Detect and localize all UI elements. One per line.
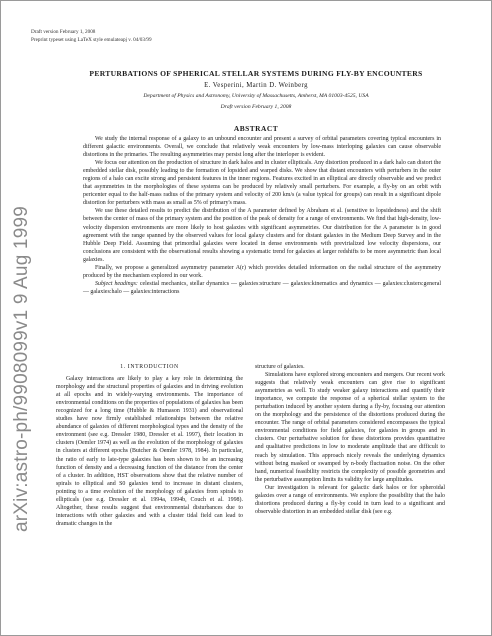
body-paragraph: Our investigation is relevant for galactic dark halos or for spheroidal galaxies over a range of environments. We explore the possibility that the halo distortions produced during a fly-by could in turn lead to a significant and observable distortion in an embedded stellar disk (see e.g. xyxy=(255,484,445,515)
abstract-paragraph: We focus our attention on the production of structure in dark halos and in cluster ellipticals. Any distortion produced in a dark halo can distort the embedded stellar disk, possibly leading to the formation of lopsided and warped disks. We show that distant encounters with perturbers in the outer regions of a halo can excite strong and persistent features in the inner regions. Features excited in an elliptical are directly observable and we predict that asymmetries in the morphologies of these systems can be produced by relatively small perturbers. For example, a fly-by on an orbit with pericenter equal to the half-mass radius of the primary system and velocity of 200 km/s (a value typical for groups) can result in a significant dipole distortion for perturbers with mass as small as 5% of primary's mass. xyxy=(83,160,441,207)
arxiv-identifier: arXiv:astro-ph/9908099v1 9 Aug 1999 xyxy=(11,205,32,532)
right-column xyxy=(255,363,445,516)
draft-version-line: Draft version February 1, 2008 xyxy=(31,29,96,35)
paper-title: PERTURBATIONS OF SPHERICAL STELLAR SYSTEMS DURING FLY-BY ENCOUNTERS xyxy=(89,69,423,78)
preprint-line: Preprint typeset using LaTeX style emulateapj v. 04/03/99 xyxy=(31,37,152,43)
subject-headings-label: Subject headings: xyxy=(95,280,138,287)
draft-version: Draft version February 1, 2008 xyxy=(220,104,292,110)
body-paragraph: structure of galaxies. xyxy=(255,364,305,370)
subject-headings-text: celestial mechanics, stellar dynamics — galaxies:structure — galaxies:kinematics and dynamics — galaxies:clusters:general — galaxies:halo — galaxies:interactions xyxy=(83,280,441,295)
abstract-heading: ABSTRACT xyxy=(233,124,279,133)
left-column xyxy=(56,363,243,528)
paper-authors: E. Vesperini, Martin D. Weinberg xyxy=(204,82,308,89)
body-paragraph: Simulations have explored strong encounters and mergers. Our recent work suggests that relatively weak encounters can give rise to significant asymmetries as well. To study weaker galaxy interactions and quantify their importance, we compute the response of a spherical stellar system to the perturbation induced by another system during a fly-by, focusing our attention on the morphology and the persistence of the distortions produced during the encounter. The range of orbital parameters considered encompasses the typical environmental conditions for field galaxies, for galaxies in groups and in clusters. Our perturbative solution for these distortions provides quantitative and qualitative predictions in low to moderate amplitude that are difficult to reach by simulation. This approach nicely reveals the underlying dynamics without being masked or swamped by n-body fluctuation noise. On the other hand, numerical feasibility restricts the complexity of possible geometries and the perturbative assumption limits its validity for large amplitudes. xyxy=(255,372,445,483)
subject-headings xyxy=(83,280,441,296)
author-affiliation: Department of Physics and Astronomy, University of Massachusetts, Amherst, MA 01003-4525, USA xyxy=(143,93,369,99)
abstract-body xyxy=(83,135,441,296)
arxiv-sidebar xyxy=(4,201,40,536)
abstract-paragraph: We study the internal response of a galaxy to an unbound encounter and present a survey of orbital parameters covering typical encounters in different galactic environments. Overall, we conclude that relatively weak encounters by low-mass interloping galaxies can cause observable distortions in the primaries. The resulting asymmetries may persist long after the interloper is evident. xyxy=(83,136,441,159)
abstract-paragraph: We use these detailed results to predict the distribution of the A parameter defined by Abraham et al. (sensitive to lopsidedness) and the shift between the center of mass of the primary system and the position of the peak of density for a range of environments. We find that high-density, low-velocity dispersion environments are more likely to host galaxies with significant asymmetries. Our distribution for the A parameter is in good agreement with the range spanned by the observed values for local galaxy clusters and for distant galaxies in the Medium Deep Survey and in the Hubble Deep Field. Assuming that primordial galaxies were located in dense environments with previrialized low velocity dispersions, our conclusions are consistent with the observational results showing a systematic trend for galaxies at larger redshifts to be more asymmetric than local galaxies. xyxy=(83,208,441,263)
body-paragraph: Galaxy interactions are likely to play a key role in determining the morphology and the structural properties of galaxies and in driving evolution at all epochs and in widely-varying environments. The importance of environmental conditions on the properties of populations of galaxies has been recognized for a long time (Hubble & Humason 1931) and observational studies have now firmly established relationships between the relative abundance of galaxies of different morphological types and the density of the environment (see e.g. Dressler 1980, Dressler et al. 1997), their location in clusters (Oemler 1974) as well as the evolution of the morphology of galaxies in clusters at different epochs (Butcher & Oemler 1978, 1984). In particular, the ratio of early to late-type galaxies has been shown to be an increasing function of density and a decreasing function of the distance from the center of a cluster. In addition, HST observations show that the relative number of spirals to elliptical and S0 galaxies tend to increase in distant clusters, pointing to a time evolution of the morphology of galaxies from spirals to ellipticals (see e.g. Dressler et al. 1994a, 1994b, Couch et al. 1998). Altogether, these results suggest that environmental disturbances due to interactions with other galaxies and with a cluster tidal field can lead to dramatic changes in the xyxy=(56,376,243,527)
abstract-paragraph: Finally, we propose a generalized asymmetry parameter A(r) which provides detailed information on the radial structure of the asymmetry produced by the mechanism explored in our work. xyxy=(83,264,441,279)
draft-header xyxy=(31,28,152,44)
section-heading: 1. INTRODUCTION xyxy=(120,364,179,370)
